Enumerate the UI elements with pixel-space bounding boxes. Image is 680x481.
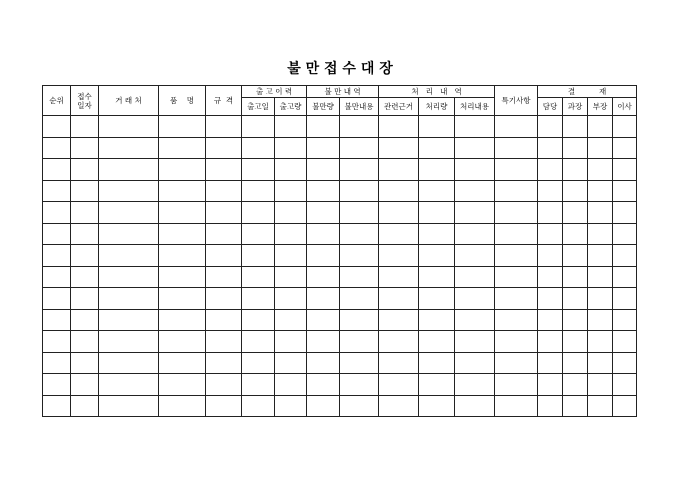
table-cell[interactable] (455, 374, 495, 396)
header-remarks: 특기사항 (495, 86, 538, 116)
table-cell[interactable] (159, 159, 206, 181)
table-cell[interactable] (379, 223, 419, 245)
table-cell[interactable] (307, 395, 340, 417)
table-cell[interactable] (379, 374, 419, 396)
header-receipt-date-line1: 접수 (77, 91, 92, 101)
table-cell[interactable] (206, 223, 242, 245)
table-cell[interactable] (159, 331, 206, 353)
table-cell[interactable] (275, 309, 307, 331)
table-row (43, 352, 637, 374)
header-ship-qty: 출고량 (275, 98, 307, 116)
table-cell[interactable] (99, 202, 159, 224)
table-cell[interactable] (455, 309, 495, 331)
table-cell[interactable] (588, 352, 613, 374)
table-cell[interactable] (99, 159, 159, 181)
table-cell[interactable] (495, 116, 538, 138)
table-cell[interactable] (495, 288, 538, 310)
table-cell[interactable] (99, 288, 159, 310)
header-complaint-details: 불 만 내 역 (307, 86, 379, 98)
table-cell[interactable] (613, 309, 637, 331)
table-cell[interactable] (419, 180, 455, 202)
table-cell[interactable] (43, 352, 71, 374)
table-cell[interactable] (307, 223, 340, 245)
table-cell[interactable] (588, 159, 613, 181)
table-cell[interactable] (71, 245, 99, 267)
table-cell[interactable] (242, 331, 275, 353)
table-row (43, 331, 637, 353)
table-cell[interactable] (307, 137, 340, 159)
table-cell[interactable] (563, 180, 588, 202)
table-cell[interactable] (495, 266, 538, 288)
table-cell[interactable] (495, 202, 538, 224)
table-row (43, 395, 637, 417)
table-cell[interactable] (307, 159, 340, 181)
table-cell[interactable] (419, 137, 455, 159)
table-cell[interactable] (43, 180, 71, 202)
table-cell[interactable] (455, 180, 495, 202)
table-cell[interactable] (159, 116, 206, 138)
table-cell[interactable] (379, 352, 419, 374)
table-cell[interactable] (242, 352, 275, 374)
table-cell[interactable] (206, 352, 242, 374)
table-cell[interactable] (206, 137, 242, 159)
table-cell[interactable] (275, 352, 307, 374)
table-cell[interactable] (340, 395, 379, 417)
table-cell[interactable] (307, 288, 340, 310)
table-cell[interactable] (71, 202, 99, 224)
table-cell[interactable] (99, 223, 159, 245)
table-cell[interactable] (495, 331, 538, 353)
table-cell[interactable] (307, 374, 340, 396)
table-cell[interactable] (563, 137, 588, 159)
table-cell[interactable] (588, 309, 613, 331)
table-cell[interactable] (71, 309, 99, 331)
table-cell[interactable] (613, 331, 637, 353)
table-cell[interactable] (206, 202, 242, 224)
header-product: 품 명 (159, 86, 206, 116)
table-cell[interactable] (159, 137, 206, 159)
table-cell[interactable] (495, 137, 538, 159)
table-cell[interactable] (275, 266, 307, 288)
page-title: 불 만 접 수 대 장 (287, 61, 393, 77)
table-cell[interactable] (43, 159, 71, 181)
table-cell[interactable] (159, 266, 206, 288)
header-ship-date: 출고일 (242, 98, 275, 116)
table-cell[interactable] (563, 352, 588, 374)
table-cell[interactable] (588, 395, 613, 417)
table-cell[interactable] (563, 116, 588, 138)
table-cell[interactable] (563, 331, 588, 353)
table-cell[interactable] (588, 180, 613, 202)
table-cell[interactable] (613, 395, 637, 417)
table-row (43, 202, 637, 224)
table-cell[interactable] (275, 202, 307, 224)
table-cell[interactable] (538, 309, 563, 331)
table-cell[interactable] (71, 180, 99, 202)
table-cell[interactable] (538, 202, 563, 224)
table-cell[interactable] (419, 331, 455, 353)
table-cell[interactable] (563, 395, 588, 417)
table-cell[interactable] (563, 159, 588, 181)
table-cell[interactable] (71, 374, 99, 396)
table-cell[interactable] (379, 266, 419, 288)
table-cell[interactable] (588, 223, 613, 245)
table-cell[interactable] (419, 245, 455, 267)
table-cell[interactable] (206, 309, 242, 331)
table-cell[interactable] (613, 266, 637, 288)
table-cell[interactable] (419, 159, 455, 181)
header-receipt-date-line2: 일자 (77, 100, 92, 110)
table-cell[interactable] (206, 180, 242, 202)
complaint-ledger-table (42, 85, 637, 417)
table-cell[interactable] (379, 159, 419, 181)
table-cell[interactable] (71, 331, 99, 353)
table-cell[interactable] (206, 288, 242, 310)
table-cell[interactable] (99, 180, 159, 202)
table-cell[interactable] (538, 137, 563, 159)
table-cell[interactable] (242, 309, 275, 331)
table-cell[interactable] (455, 159, 495, 181)
table-cell[interactable] (340, 137, 379, 159)
table-cell[interactable] (242, 137, 275, 159)
table-cell[interactable] (43, 309, 71, 331)
table-cell[interactable] (275, 288, 307, 310)
table-cell[interactable] (71, 223, 99, 245)
table-cell[interactable] (419, 223, 455, 245)
table-row (43, 309, 637, 331)
table-cell[interactable] (379, 395, 419, 417)
table-cell[interactable] (340, 180, 379, 202)
table-cell[interactable] (242, 395, 275, 417)
table-cell[interactable] (43, 223, 71, 245)
table-cell[interactable] (275, 374, 307, 396)
table-cell[interactable] (206, 331, 242, 353)
table-cell[interactable] (613, 116, 637, 138)
header-handling-details: 처 리 내 역 (379, 86, 495, 98)
table-cell[interactable] (495, 395, 538, 417)
table-cell[interactable] (588, 245, 613, 267)
table-cell[interactable] (307, 116, 340, 138)
table-cell[interactable] (538, 159, 563, 181)
table-cell[interactable] (538, 223, 563, 245)
table-cell[interactable] (613, 288, 637, 310)
table-cell[interactable] (455, 266, 495, 288)
table-cell[interactable] (242, 202, 275, 224)
header-staff: 담당 (538, 98, 563, 116)
table-cell[interactable] (563, 223, 588, 245)
header-client: 거 래 처 (99, 86, 159, 116)
table-cell[interactable] (495, 352, 538, 374)
table-cell[interactable] (307, 245, 340, 267)
table-cell[interactable] (159, 352, 206, 374)
table-cell[interactable] (419, 352, 455, 374)
table-cell[interactable] (307, 352, 340, 374)
table-cell[interactable] (43, 266, 71, 288)
table-cell[interactable] (71, 137, 99, 159)
table-cell[interactable] (379, 202, 419, 224)
table-cell[interactable] (159, 395, 206, 417)
table-cell[interactable] (495, 159, 538, 181)
table-cell[interactable] (99, 116, 159, 138)
table-row (43, 180, 637, 202)
table-cell[interactable] (495, 180, 538, 202)
table-row (43, 137, 637, 159)
table-cell[interactable] (538, 116, 563, 138)
table-cell[interactable] (379, 116, 419, 138)
table-row (43, 288, 637, 310)
table-cell[interactable] (159, 288, 206, 310)
header-director: 이사 (613, 98, 637, 116)
table-cell[interactable] (275, 245, 307, 267)
table-cell[interactable] (242, 266, 275, 288)
table-cell[interactable] (340, 309, 379, 331)
table-cell[interactable] (379, 309, 419, 331)
table-cell[interactable] (340, 288, 379, 310)
table-cell[interactable] (340, 266, 379, 288)
table-cell[interactable] (419, 116, 455, 138)
table-cell[interactable] (71, 352, 99, 374)
table-cell[interactable] (206, 374, 242, 396)
table-cell[interactable] (563, 374, 588, 396)
table-cell[interactable] (242, 180, 275, 202)
table-cell[interactable] (455, 245, 495, 267)
table-cell[interactable] (538, 288, 563, 310)
table-cell[interactable] (379, 245, 419, 267)
table-cell[interactable] (613, 374, 637, 396)
table-row (43, 266, 637, 288)
table-cell[interactable] (206, 266, 242, 288)
table-cell[interactable] (275, 137, 307, 159)
table-row (43, 223, 637, 245)
table-cell[interactable] (242, 159, 275, 181)
table-cell[interactable] (159, 309, 206, 331)
header-complaint-qty: 불만량 (307, 98, 340, 116)
table-cell[interactable] (43, 137, 71, 159)
table-cell[interactable] (99, 352, 159, 374)
table-cell[interactable] (455, 288, 495, 310)
header-basis: 관련근거 (379, 98, 419, 116)
table-cell[interactable] (379, 180, 419, 202)
table-cell[interactable] (588, 116, 613, 138)
table-cell[interactable] (71, 395, 99, 417)
table-cell[interactable] (307, 309, 340, 331)
header-receipt-date (71, 86, 99, 116)
table-cell[interactable] (613, 223, 637, 245)
ledger-body (43, 116, 637, 417)
table-cell[interactable] (455, 202, 495, 224)
table-cell[interactable] (43, 116, 71, 138)
table-cell[interactable] (455, 395, 495, 417)
table-cell[interactable] (275, 116, 307, 138)
table-cell[interactable] (43, 202, 71, 224)
table-cell[interactable] (538, 395, 563, 417)
table-cell[interactable] (419, 395, 455, 417)
table-cell[interactable] (495, 223, 538, 245)
table-cell[interactable] (538, 180, 563, 202)
table-cell[interactable] (242, 374, 275, 396)
table-cell[interactable] (563, 202, 588, 224)
table-cell[interactable] (379, 331, 419, 353)
table-cell[interactable] (340, 374, 379, 396)
table-cell[interactable] (275, 331, 307, 353)
table-cell[interactable] (613, 180, 637, 202)
header-section-chief: 과장 (563, 98, 588, 116)
table-cell[interactable] (613, 245, 637, 267)
table-cell[interactable] (99, 309, 159, 331)
table-cell[interactable] (455, 352, 495, 374)
table-cell[interactable] (242, 288, 275, 310)
table-cell[interactable] (588, 374, 613, 396)
header-complaint-content: 불만내용 (340, 98, 379, 116)
table-cell[interactable] (455, 137, 495, 159)
table-cell[interactable] (71, 266, 99, 288)
table-cell[interactable] (340, 352, 379, 374)
table-cell[interactable] (275, 159, 307, 181)
table-cell[interactable] (43, 288, 71, 310)
header-handling-content: 처리내용 (455, 98, 495, 116)
table-cell[interactable] (43, 395, 71, 417)
table-cell[interactable] (307, 331, 340, 353)
table-cell[interactable] (563, 288, 588, 310)
table-cell[interactable] (99, 331, 159, 353)
table-cell[interactable] (206, 116, 242, 138)
table-cell[interactable] (99, 395, 159, 417)
table-cell[interactable] (419, 309, 455, 331)
table-cell[interactable] (613, 202, 637, 224)
table-cell[interactable] (495, 245, 538, 267)
table-cell[interactable] (538, 352, 563, 374)
table-row (43, 116, 637, 138)
table-cell[interactable] (340, 202, 379, 224)
table-cell[interactable] (588, 331, 613, 353)
table-cell[interactable] (206, 395, 242, 417)
table-cell[interactable] (538, 245, 563, 267)
table-cell[interactable] (563, 309, 588, 331)
table-cell[interactable] (43, 331, 71, 353)
table-cell[interactable] (307, 202, 340, 224)
table-row (43, 374, 637, 396)
table-cell[interactable] (588, 266, 613, 288)
table-cell[interactable] (159, 245, 206, 267)
table-cell[interactable] (588, 202, 613, 224)
table-cell[interactable] (563, 245, 588, 267)
table-cell[interactable] (538, 331, 563, 353)
table-cell[interactable] (307, 266, 340, 288)
table-cell[interactable] (159, 223, 206, 245)
header-shipping-history: 출 고 이 력 (242, 86, 307, 98)
table-cell[interactable] (242, 223, 275, 245)
table-cell[interactable] (99, 137, 159, 159)
table-cell[interactable] (159, 374, 206, 396)
table-cell[interactable] (379, 288, 419, 310)
table-cell[interactable] (71, 288, 99, 310)
table-cell[interactable] (455, 116, 495, 138)
table-cell[interactable] (419, 266, 455, 288)
table-cell[interactable] (563, 266, 588, 288)
table-cell[interactable] (43, 245, 71, 267)
table-cell[interactable] (340, 116, 379, 138)
table-cell[interactable] (419, 288, 455, 310)
table-cell[interactable] (340, 223, 379, 245)
header-handled-qty: 처리량 (419, 98, 455, 116)
table-cell[interactable] (71, 116, 99, 138)
table-cell[interactable] (99, 374, 159, 396)
header-rank: 순위 (43, 86, 71, 116)
table-cell[interactable] (275, 395, 307, 417)
table-cell[interactable] (379, 137, 419, 159)
table-cell[interactable] (206, 159, 242, 181)
table-cell[interactable] (613, 159, 637, 181)
table-row (43, 159, 637, 181)
table-row (43, 245, 637, 267)
table-cell[interactable] (455, 331, 495, 353)
table-cell[interactable] (340, 159, 379, 181)
table-cell[interactable] (275, 180, 307, 202)
table-cell[interactable] (242, 245, 275, 267)
table-cell[interactable] (159, 202, 206, 224)
table-cell[interactable] (419, 374, 455, 396)
table-cell[interactable] (71, 159, 99, 181)
table-cell[interactable] (340, 331, 379, 353)
table-cell[interactable] (455, 223, 495, 245)
table-cell[interactable] (538, 374, 563, 396)
table-cell[interactable] (538, 266, 563, 288)
header-spec: 규 격 (206, 86, 242, 116)
table-cell[interactable] (340, 245, 379, 267)
table-cell[interactable] (275, 223, 307, 245)
table-cell[interactable] (613, 352, 637, 374)
table-cell[interactable] (99, 266, 159, 288)
table-cell[interactable] (99, 245, 159, 267)
table-cell[interactable] (419, 202, 455, 224)
table-cell[interactable] (495, 374, 538, 396)
table-cell[interactable] (588, 137, 613, 159)
table-cell[interactable] (159, 180, 206, 202)
table-cell[interactable] (588, 288, 613, 310)
table-cell[interactable] (206, 245, 242, 267)
table-cell[interactable] (495, 309, 538, 331)
table-cell[interactable] (242, 116, 275, 138)
header-dept-head: 부장 (588, 98, 613, 116)
header-approval: 결 재 (538, 86, 637, 98)
table-cell[interactable] (43, 374, 71, 396)
table-cell[interactable] (613, 137, 637, 159)
table-cell[interactable] (307, 180, 340, 202)
